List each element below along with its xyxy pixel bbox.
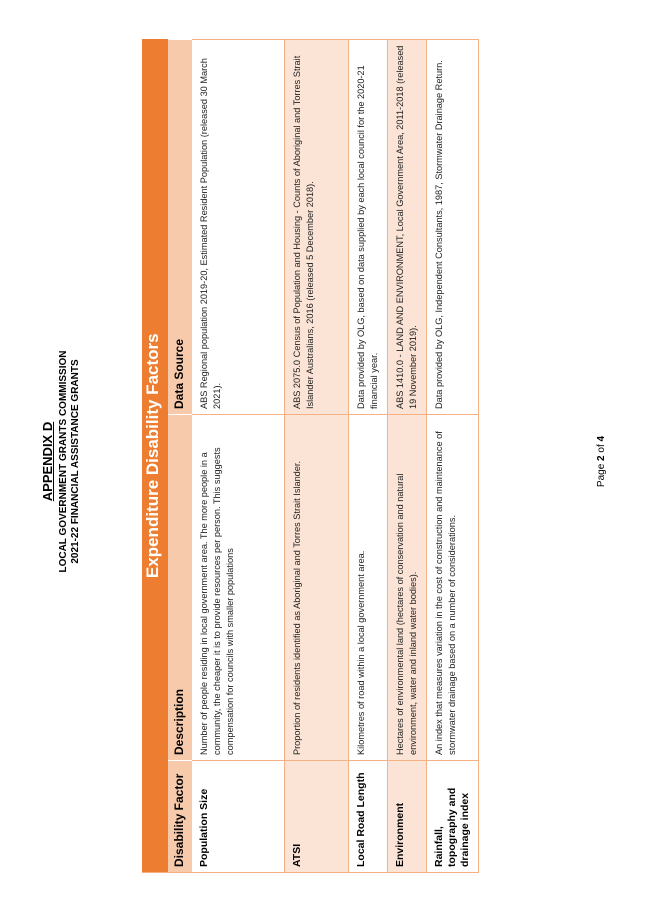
description-cell: Proportion of residents identified as Aboriginal and Torres Strait Islander. [284, 415, 348, 761]
description-cell: Kilometres of road within a local government area. [348, 415, 387, 761]
source-cell: ABS Regional population 2019-20, Estimated Resident Population (released 30 March 2021). [192, 39, 284, 414]
page-current: 2 [596, 455, 607, 461]
table-row [387, 39, 426, 872]
expenditure-factors-table [142, 39, 479, 873]
description-cell: An index that measures variation in the cost of construction and maintenance of stormwater drainage based on a number of considerations. [426, 415, 478, 761]
factor-cell: Local Road Length [348, 761, 387, 873]
factor-cell: Environment [387, 761, 426, 873]
factor-cell: Rainfall, topography and drainage index [426, 761, 478, 873]
table-row [192, 39, 284, 872]
page-of: of [596, 444, 607, 453]
document-header [40, 0, 82, 923]
table-header-row [168, 39, 192, 872]
grants-title: 2021-22 FINANCIAL ASSISTANCE GRANTS [70, 359, 81, 564]
factor-cell: ATSI [284, 761, 348, 873]
column-header-description: Description [168, 415, 192, 761]
source-cell: Data provided by OLG, based on data supplied by each local council for the 2020-21 financial year. [348, 39, 387, 414]
page-total: 4 [596, 435, 607, 442]
table-title: Expenditure Disability Factors [142, 39, 168, 872]
appendix-title: APPENDIX D [40, 421, 55, 502]
table-row [348, 39, 387, 872]
factor-cell: Population Size [192, 761, 284, 873]
description-cell: Number of people residing in local government area. The more people in a community, the cheaper it is to provide resources per person. This suggests compensation for councils with smaller populations [192, 415, 284, 761]
page-prefix: Page [596, 463, 607, 488]
page-number [596, 0, 607, 923]
source-cell: ABS 1410.0 - LAND AND ENVIRONMENT, Local Government Area, 2011-2018 (released 19 November 2019). [387, 39, 426, 414]
table-row [284, 39, 348, 872]
source-cell: ABS 2075.0 Census of Population and Housing - Counts of Aboriginal and Torres Strait Islander Australians, 2016 (released 5 December 2018). [284, 39, 348, 414]
source-cell: Data provided by OLG, Independent Consultants, 1987, Stormwater Drainage Return. [426, 39, 478, 414]
commission-title: LOCAL GOVERNMENT GRANTS COMMISSION [58, 350, 69, 573]
column-header-source: Data Source [168, 39, 192, 414]
column-header-factor: Disability Factor [168, 761, 192, 873]
description-cell: Hectares of environmental land (hectares of conservation and natural environment, water and inland water bodies). [387, 415, 426, 761]
table-title-row [142, 39, 168, 872]
table-row [426, 39, 478, 872]
